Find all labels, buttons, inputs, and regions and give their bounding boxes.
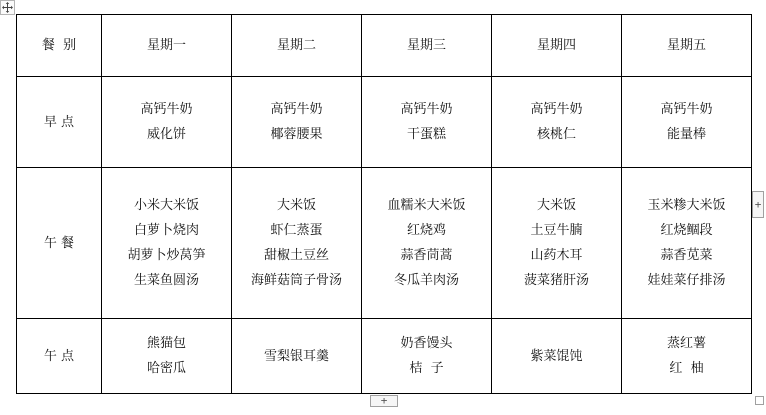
day-header-label: 星期四 — [536, 38, 576, 53]
meal-label-cell[interactable] — [17, 319, 102, 394]
meal-label-cell[interactable] — [17, 77, 102, 168]
meal-label: 早 点 — [43, 114, 75, 130]
menu-item: 甜椒土豆丝 — [263, 248, 329, 263]
menu-item: 哈密瓜 — [146, 361, 186, 376]
meal-label: 午 餐 — [43, 235, 75, 251]
plus-icon: + — [380, 394, 388, 407]
meal-type-header[interactable] — [17, 15, 102, 77]
table-row-lunch — [17, 168, 752, 319]
move-arrows-icon — [2, 2, 13, 13]
menu-item: 干蛋糕 — [406, 127, 446, 142]
table-resize-handle[interactable] — [755, 396, 764, 405]
table-row-breakfast — [17, 77, 752, 168]
menu-cell[interactable] — [102, 168, 232, 319]
menu-item: 土豆牛腩 — [530, 223, 583, 238]
menu-item: 血糯米大米饭 — [387, 198, 466, 213]
menu-cell[interactable] — [622, 168, 752, 319]
table-move-handle[interactable] — [0, 0, 15, 15]
menu-item: 高钙牛奶 — [140, 102, 193, 117]
menu-item: 蒸红薯 — [666, 336, 706, 351]
menu-item: 海鲜菇筒子骨汤 — [250, 273, 342, 288]
menu-item: 红烧鸡 — [406, 223, 446, 238]
day-header-thursday[interactable] — [492, 15, 622, 77]
menu-cell[interactable] — [622, 319, 752, 394]
menu-item: 娃娃菜仔排汤 — [647, 273, 726, 288]
day-header-label: 星期一 — [146, 38, 186, 53]
menu-cell[interactable] — [492, 168, 622, 319]
day-header-label: 星期五 — [666, 38, 706, 53]
meal-type-header-label: 餐 别 — [41, 38, 77, 53]
insert-column-button[interactable] — [752, 191, 764, 218]
menu-item: 胡萝卜炒莴笋 — [127, 248, 206, 263]
menu-item: 山药木耳 — [530, 248, 583, 263]
menu-cell[interactable] — [232, 168, 362, 319]
menu-item: 大米饭 — [536, 198, 576, 213]
menu-cell[interactable] — [362, 319, 492, 394]
menu-item: 高钙牛奶 — [270, 102, 323, 117]
menu-cell[interactable] — [492, 77, 622, 168]
menu-cell[interactable] — [622, 77, 752, 168]
day-header-monday[interactable] — [102, 15, 232, 77]
menu-item: 玉米糁大米饭 — [647, 198, 726, 213]
menu-item: 桔 子 — [409, 361, 444, 376]
menu-cell[interactable] — [492, 319, 622, 394]
weekly-menu-table — [16, 14, 752, 394]
menu-item: 高钙牛奶 — [530, 102, 583, 117]
table-row-afternoon-snack — [17, 319, 752, 394]
menu-item: 菠菜猪肝汤 — [523, 273, 589, 288]
plus-icon: + — [754, 198, 762, 211]
menu-item: 能量棒 — [666, 127, 706, 142]
menu-item: 红 柚 — [669, 361, 704, 376]
menu-item: 熊猫包 — [146, 336, 186, 351]
menu-cell[interactable] — [362, 168, 492, 319]
day-header-friday[interactable] — [622, 15, 752, 77]
menu-item: 小米大米饭 — [133, 198, 199, 213]
menu-item: 生菜鱼圆汤 — [133, 273, 199, 288]
meal-label-cell[interactable] — [17, 168, 102, 319]
menu-item: 奶香馒头 — [400, 336, 453, 351]
menu-item: 核桃仁 — [536, 127, 576, 142]
menu-item: 紫菜馄饨 — [530, 348, 583, 364]
insert-row-button[interactable] — [370, 395, 398, 407]
menu-item: 威化饼 — [146, 127, 186, 142]
menu-item: 红烧鲴段 — [660, 223, 713, 238]
menu-item: 蒜香茼蒿 — [400, 248, 453, 263]
menu-item: 冬瓜羊肉汤 — [393, 273, 459, 288]
day-header-tuesday[interactable] — [232, 15, 362, 77]
header-row — [17, 15, 752, 77]
menu-item: 高钙牛奶 — [400, 102, 453, 117]
day-header-label: 星期三 — [406, 38, 446, 53]
day-header-wednesday[interactable] — [362, 15, 492, 77]
menu-cell[interactable] — [102, 77, 232, 168]
menu-item: 蒜香苋菜 — [660, 248, 713, 263]
menu-cell[interactable] — [102, 319, 232, 394]
meal-label: 午 点 — [43, 348, 75, 364]
menu-item: 白萝卜烧肉 — [133, 223, 199, 238]
menu-cell[interactable] — [232, 77, 362, 168]
day-header-label: 星期二 — [276, 38, 316, 53]
menu-item: 雪梨银耳羹 — [263, 348, 329, 364]
menu-item: 高钙牛奶 — [660, 102, 713, 117]
menu-cell[interactable] — [232, 319, 362, 394]
menu-cell[interactable] — [362, 77, 492, 168]
menu-item: 大米饭 — [276, 198, 316, 213]
menu-item: 椰蓉腰果 — [270, 127, 323, 142]
menu-item: 虾仁蒸蛋 — [270, 223, 323, 238]
